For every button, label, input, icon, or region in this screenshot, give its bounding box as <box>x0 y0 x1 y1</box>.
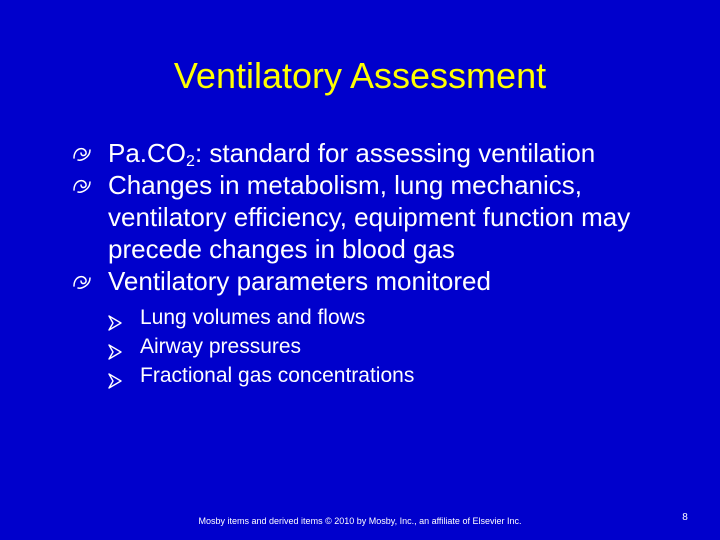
slide-title: Ventilatory Assessment <box>173 55 547 96</box>
arrowhead-bullet-icon <box>108 368 122 384</box>
sub-bullet-list <box>108 303 692 390</box>
bullet-item <box>72 137 692 169</box>
sub-bullet-item <box>108 332 692 361</box>
sub-bullet-item <box>108 361 692 390</box>
sub-bullet-item <box>108 303 692 332</box>
swirl-bullet-icon <box>72 176 92 194</box>
copyright-footer: Mosby items and derived items © 2010 by Mosby, Inc., an affiliate of Elsevier Inc. <box>198 516 522 526</box>
bullet-text: Changes in metabolism, lung mechanics, ventilatory efficiency, equipment function may precede changes in blood gas <box>108 170 631 264</box>
bullet-item <box>72 169 692 265</box>
sub-bullet-text: Fractional gas concentrations <box>140 364 415 387</box>
bullet-list <box>72 137 692 390</box>
swirl-bullet-icon <box>72 144 92 162</box>
sub-bullet-text: Lung volumes and flows <box>140 306 366 329</box>
bullet-subscript: 2 <box>186 153 195 170</box>
bullet-text: Ventilatory parameters monitored <box>108 266 491 296</box>
sub-bullet-text: Airway pressures <box>140 335 302 358</box>
arrowhead-bullet-icon <box>108 339 122 355</box>
arrowhead-bullet-icon <box>108 310 122 326</box>
swirl-bullet-icon <box>72 272 92 290</box>
bullet-item <box>72 265 692 390</box>
bullet-text-rest: : standard for assessing ventilation <box>194 138 596 168</box>
page-number: 8 <box>682 512 688 523</box>
bullet-text-pre: Pa.CO <box>108 138 187 168</box>
